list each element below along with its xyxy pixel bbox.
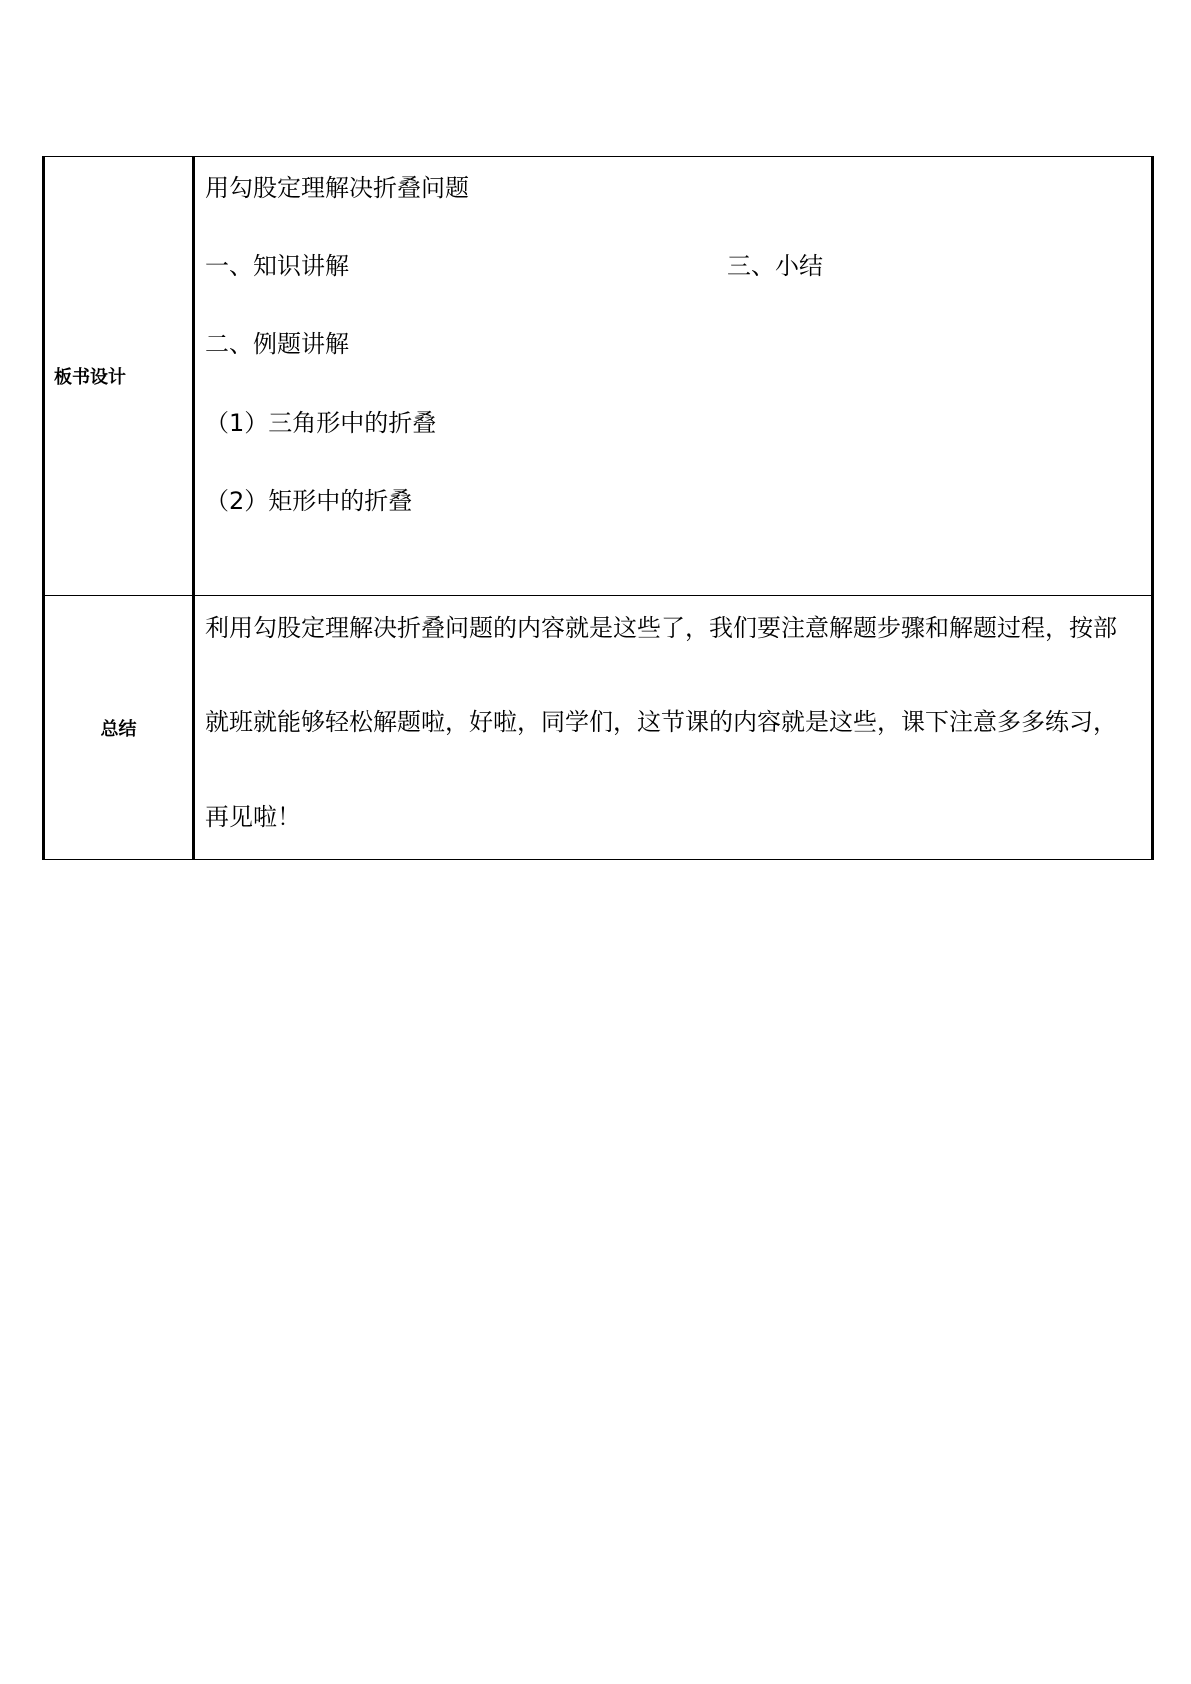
board-design-label: 板书设计 bbox=[45, 157, 195, 595]
board-section-examples: 二、例题讲解 bbox=[205, 330, 349, 358]
board-design-content bbox=[195, 157, 1151, 595]
board-design-row bbox=[45, 157, 1151, 595]
summary-label: 总结 bbox=[45, 596, 195, 859]
board-section-summary: 三、小结 bbox=[727, 252, 823, 280]
summary-content bbox=[195, 596, 1151, 859]
board-example-item: （2）矩形中的折叠 bbox=[205, 487, 413, 515]
summary-text-line: 再见啦！ bbox=[205, 803, 301, 831]
board-example-item: （1）三角形中的折叠 bbox=[205, 409, 437, 437]
board-section-knowledge: 一、知识讲解 bbox=[205, 252, 349, 280]
lesson-plan-table bbox=[42, 156, 1154, 860]
summary-row bbox=[45, 595, 1151, 859]
summary-text-line: 就班就能够轻松解题啦，好啦，同学们，这节课的内容就是这些，课下注意多多练习， bbox=[205, 708, 1117, 736]
summary-text-line: 利用勾股定理解决折叠问题的内容就是这些了，我们要注意解题步骤和解题过程，按部 bbox=[205, 614, 1117, 642]
board-title: 用勾股定理解决折叠问题 bbox=[205, 174, 469, 202]
